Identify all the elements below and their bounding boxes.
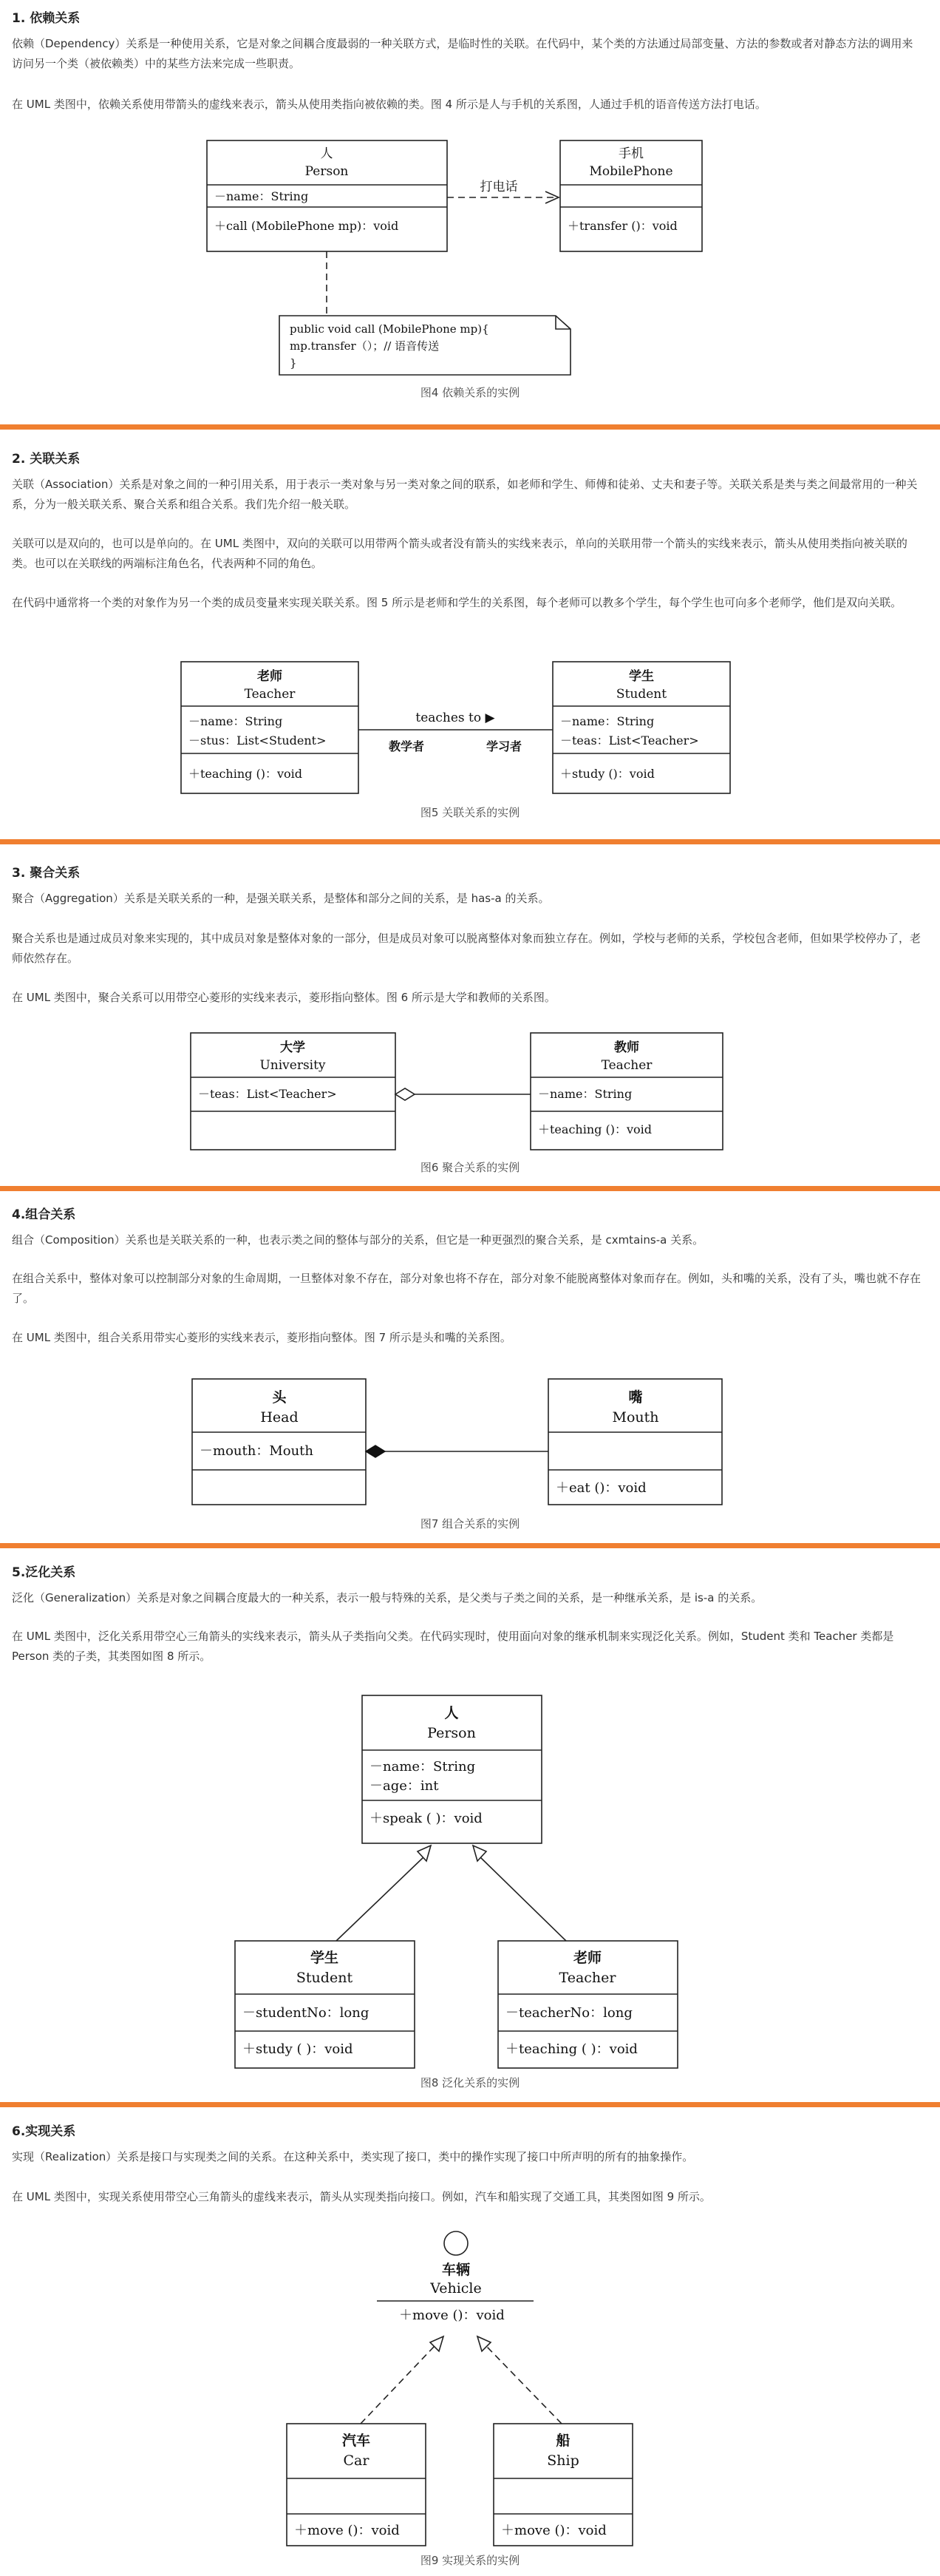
note-line: mp.transfer（）；// 语音传送 — [290, 339, 440, 353]
class-op: ＋study ()：void — [560, 767, 655, 781]
class-op: ＋move ()：void — [294, 2523, 400, 2538]
generalization-para-2: 在 UML 类图中，泛化关系用带空心三角箭头的实线来表示，箭头从子类指向父类。在代码实现时，使用面向对象的继承机制来实现泛化关系。例如，Student 类和 Teacher 类都是 Person 类的子类，其类图如图 8 所示。 — [12, 1630, 894, 1663]
interface-op: ＋move ()：void — [399, 2308, 505, 2323]
section-divider — [0, 424, 940, 430]
role-left: 教学者 — [388, 739, 425, 753]
class-name-en: Student — [296, 1970, 353, 1986]
class-name-cn: 人 — [444, 1705, 459, 1721]
class-op: ＋speak ( )：void — [369, 1811, 483, 1826]
interface-lollipop-icon — [444, 2231, 468, 2255]
generalization-diagram — [0, 1689, 940, 2078]
class-attr: －studentNo：long — [242, 2005, 369, 2021]
class-name-cn: 学生 — [310, 1950, 339, 1966]
composition-para-3: 在 UML 类图中，组合关系用带实心菱形的实线来表示，菱形指向整体。图 7 所示是头和嘴的关系图。 — [12, 1331, 511, 1344]
class-attr: －age：int — [369, 1778, 439, 1794]
class-name-cn: 头 — [272, 1389, 287, 1406]
class-attr: －teacherNo：long — [505, 2005, 633, 2021]
section-divider — [0, 2102, 940, 2107]
class-op: ＋eat ()：void — [556, 1480, 647, 1496]
dependency-para-1: 依赖（Dependency）关系是一种使用关系，它是对象之间耦合度最弱的一种关联方式，是临时性的关联。在代码中，某个类的方法通过局部变量、方法的参数或者对静态方法的调用来访问另一个类（被依赖类）中的某些方法来完成一些职责。 — [12, 37, 913, 70]
realization-arrow-ship — [477, 2336, 562, 2424]
class-op: ＋teaching ()：void — [538, 1122, 652, 1136]
inheritance-arrow-teacher — [473, 1845, 566, 1941]
class-op: ＋transfer ()：void — [568, 219, 678, 233]
class-attr: －stus：List<Student> — [188, 733, 327, 748]
realization-para-1: 实现（Realization）关系是接口与实现类之间的关系。在这种关系中，类实现了接口，类中的操作实现了接口中所声明的所有的抽象操作。 — [12, 2150, 694, 2163]
class-name-en: Person — [427, 1725, 476, 1741]
class-name-cn: 汽车 — [341, 2433, 371, 2449]
association-para-3: 在代码中通常将一个类的对象作为另一个类的成员变量来实现关联关系。图 5 所示是老师和学生的关系图，每个老师可以教多个学生，每个学生也可向多个老师学，他们是双向关联。 — [12, 596, 902, 609]
class-attr: －teas：List<Teacher> — [560, 733, 699, 748]
section-heading-aggregation: 3. 聚合关系 — [12, 866, 81, 881]
class-name-en: Head — [260, 1409, 299, 1426]
section-heading-composition: 4.组合关系 — [12, 1207, 76, 1222]
interface-name-en: Vehicle — [430, 2280, 482, 2297]
note-line: } — [290, 356, 297, 370]
association-para-1: 关联（Association）关系是对象之间的一种引用关系，用于表示一类对象与另一类对象之间的联系，如老师和学生、师傅和徒弟、丈夫和妻子等。关联关系是类与类之间最常用的一种关系，分为一般关联关系、聚合关系和组合关系。我们先介绍一般关联。 — [12, 478, 918, 511]
composition-para-1: 组合（Composition）关系也是关联关系的一种，也表示类之间的整体与部分的关系，但它是一种更强烈的聚合关系，是 cxmtains-a 关系。 — [12, 1233, 704, 1247]
class-attr: －name：String — [188, 714, 283, 728]
class-attr: －name：String — [369, 1759, 476, 1775]
inheritance-arrow-student — [336, 1845, 431, 1941]
class-name-cn: 教师 — [614, 1040, 639, 1055]
class-op: ＋call (MobilePhone mp)：void — [214, 219, 399, 233]
dependency-para-2: 在 UML 类图中，依赖关系使用带箭头的虚线来表示，箭头从使用类指向被依赖的类。图 4 所示是人与手机的关系图，人通过手机的语音传送方法打电话。 — [12, 98, 766, 111]
class-name-en: Person — [304, 164, 349, 179]
realization-para-2: 在 UML 类图中，实现关系使用带空心三角箭头的虚线来表示，箭头从实现类指向接口。例如，汽车和船实现了交通工具，其类图如图 9 所示。 — [12, 2190, 711, 2203]
class-name-cn: 老师 — [257, 669, 282, 684]
class-name-en: Student — [616, 687, 667, 702]
section-divider — [0, 1543, 940, 1548]
class-op: ＋move ()：void — [501, 2523, 607, 2538]
filled-diamond — [366, 1445, 385, 1457]
class-attr: －name：String — [560, 714, 655, 728]
dependency-diagram — [0, 129, 940, 388]
aggregation-diagram — [0, 1024, 940, 1161]
figure-caption: 图6 聚合关系的实例 — [420, 1161, 520, 1174]
class-name-en: Teacher — [601, 1058, 653, 1073]
class-name-cn: 人 — [320, 146, 333, 161]
aggregation-para-3: 在 UML 类图中，聚合关系可以用带空心菱形的实线来表示，菱形指向整体。图 6 所示是大学和教师的关系图。 — [12, 991, 556, 1004]
class-op: ＋study ( )：void — [242, 2041, 353, 2057]
figure-caption: 图4 依赖关系的实例 — [420, 386, 520, 399]
class-name-en: University — [259, 1058, 326, 1073]
class-name-cn: 手机 — [619, 146, 644, 161]
class-op: ＋teaching ()：void — [188, 767, 302, 781]
association-diagram — [0, 651, 940, 806]
association-label: teaches to ▶ — [415, 711, 495, 725]
class-name-cn: 老师 — [573, 1950, 602, 1966]
association-para-2: 关联可以是双向的，也可以是单向的。在 UML 类图中，双向的关联可以用带两个箭头或者没有箭头的实线来表示，单向的关联用带一个箭头的实线来表示，箭头从使用类指向被关联的类。也可以在关联线的两端标注角色名，代表两种不同的角色。 — [12, 537, 907, 570]
composition-diagram — [0, 1368, 940, 1508]
interface-name-cn: 车辆 — [441, 2262, 471, 2278]
class-attr: －mouth：Mouth — [200, 1443, 314, 1459]
class-name-cn: 学生 — [629, 669, 654, 684]
dependency-label: 打电话 — [480, 180, 518, 194]
role-right: 学习者 — [486, 739, 522, 753]
hollow-diamond — [395, 1088, 415, 1100]
section-heading-dependency: 1. 依赖关系 — [12, 11, 81, 26]
section-heading-association: 2. 关联关系 — [12, 452, 81, 467]
composition-para-2: 在组合关系中，整体对象可以控制部分对象的生命周期，一旦整体对象不存在，部分对象也将不存在，部分对象不能脱离整体对象而存在。例如，头和嘴的关系，没有了头，嘴也就不存在了。 — [12, 1272, 922, 1305]
aggregation-para-2: 聚合关系也是通过成员对象来实现的，其中成员对象是整体对象的一部分，但是成员对象可以脱离整体对象而独立存在。例如，学校与老师的关系，学校包含老师，但如果学校停办了，老师依然存在。 — [12, 932, 922, 965]
section-divider — [0, 1186, 940, 1191]
class-name-en: Ship — [547, 2453, 579, 2469]
realization-diagram — [0, 2226, 940, 2551]
class-op: ＋teaching ( )：void — [505, 2041, 638, 2057]
realization-arrow-car — [361, 2336, 443, 2424]
aggregation-para-1: 聚合（Aggregation）关系是关联关系的一种，是强关联关系，是整体和部分之间的关系，是 has-a 的关系。 — [12, 892, 550, 905]
class-attr: －name：String — [214, 189, 309, 203]
class-attr: －name：String — [538, 1087, 633, 1101]
note-line: public void call (MobilePhone mp){ — [290, 322, 489, 336]
class-name-en: Teacher — [559, 1970, 616, 1986]
class-name-en: Mouth — [612, 1409, 659, 1426]
figure-caption: 图9 实现关系的实例 — [420, 2554, 520, 2567]
figure-caption: 图8 泛化关系的实例 — [420, 2076, 520, 2089]
section-heading-realization: 6.实现关系 — [12, 2124, 76, 2139]
class-name-cn: 大学 — [280, 1040, 305, 1055]
class-name-en: Car — [343, 2453, 369, 2469]
figure-caption: 图7 组合关系的实例 — [420, 1517, 520, 1531]
section-divider — [0, 839, 940, 844]
generalization-para-1: 泛化（Generalization）关系是对象之间耦合度最大的一种关系，表示一般与特殊的关系，是父类与子类之间的关系，是一种继承关系，是 is-a 的关系。 — [12, 1591, 763, 1604]
class-name-en: MobilePhone — [589, 164, 673, 179]
class-name-cn: 嘴 — [628, 1389, 643, 1406]
figure-caption: 图5 关联关系的实例 — [420, 806, 520, 819]
class-name-cn: 船 — [556, 2433, 571, 2449]
class-attr: －teas：List<Teacher> — [198, 1087, 337, 1101]
class-name-en: Teacher — [244, 687, 296, 702]
section-heading-generalization: 5.泛化关系 — [12, 1565, 76, 1580]
